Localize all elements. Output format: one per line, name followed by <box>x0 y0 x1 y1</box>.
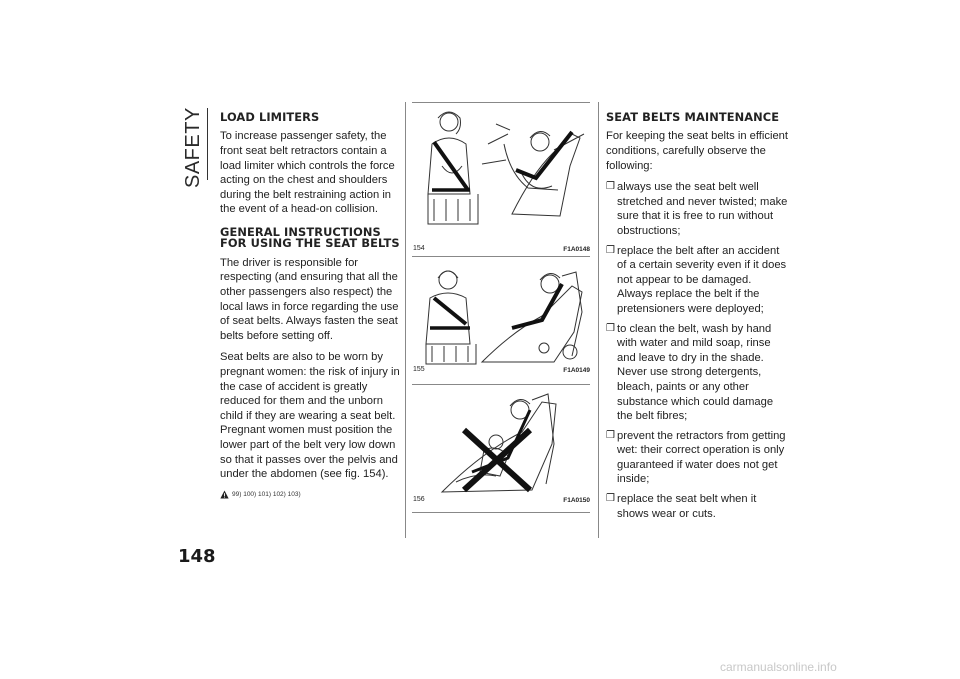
heading-general-instructions: GENERAL INSTRUCTIONS FOR USING THE SEAT BELTS <box>220 224 400 251</box>
list-item <box>606 244 788 317</box>
section-tab <box>178 107 208 190</box>
figure-154-number: 154 <box>413 245 425 252</box>
checkbox-bullet-icon: ❒ <box>606 181 615 193</box>
figure-156-code: F1A0150 <box>563 497 590 504</box>
heading-load-limiters: LOAD LIMITERS <box>220 110 320 124</box>
checkbox-bullet-icon: ❒ <box>606 244 615 256</box>
bullet-text: replace the belt after an accident of a certain severity even if it does not appear to be damaged. Always replace the belt if the pretensioners were deployed; <box>617 244 787 315</box>
figure-top-rule <box>412 102 590 103</box>
bullet-text: always use the seat belt well stretched and never twisted; make sure that it is free to run without obstructions; <box>617 181 788 237</box>
figure-156-number: 156 <box>413 496 425 503</box>
bullet-text: to clean the belt, wash by hand with water and mild soap, rinse and leave to dry in the shade. Never use strong detergents, bleach, paints or any other substance which could damage the belt fibres; <box>617 322 774 423</box>
pregnant-woman-seatbelt-illustration <box>412 104 592 236</box>
checkbox-bullet-icon: ❒ <box>606 322 615 334</box>
column-divider-right <box>598 102 599 538</box>
watermark: carmanualsonline.info <box>720 660 837 674</box>
warning-references <box>220 488 400 503</box>
heading-seat-belts-maintenance: SEAT BELTS MAINTENANCE <box>606 110 780 124</box>
list-item <box>606 492 788 521</box>
paragraph-maintenance-intro: For keeping the seat belts in efficient conditions, carefully observe the following: <box>606 130 789 172</box>
figure-155 <box>412 258 592 382</box>
bullet-text: prevent the retractors from getting wet: their correct operation is only guaranteed if water does not get inside; <box>617 429 786 486</box>
figure-155-number: 155 <box>413 366 425 373</box>
list-item <box>606 180 788 238</box>
warning-references-text: 99) 100) 101) 102) 103) <box>232 490 301 498</box>
column-divider-left <box>405 102 406 538</box>
page-number: 148 <box>178 546 216 567</box>
correct-seatbelt-position-illustration <box>412 258 592 366</box>
figure-155-code: F1A0149 <box>563 367 590 374</box>
checkbox-bullet-icon: ❒ <box>606 429 615 441</box>
column-right <box>606 112 788 526</box>
figure-divider-1 <box>412 256 590 257</box>
column-left <box>220 112 400 502</box>
paragraph-load-limiters: To increase passenger safety, the front seat belt retractors contain a load limiter which controls the force acting on the chest and shoulders during the belt restraining action in the event of a head-on collision. <box>220 130 395 216</box>
list-item <box>606 322 788 424</box>
paragraph-driver-responsibility: The driver is responsible for respecting (and ensuring that all the other passengers also respect) the local laws in force regarding the use of seat belts. Always fasten the seat belts before setting off. <box>220 256 399 342</box>
figure-154-code: F1A0148 <box>563 246 590 253</box>
figure-divider-2 <box>412 384 590 385</box>
maintenance-bullet-list <box>606 180 788 521</box>
list-item <box>606 429 788 487</box>
figure-154 <box>412 104 592 254</box>
checkbox-bullet-icon: ❒ <box>606 493 615 505</box>
incorrect-child-on-lap-illustration <box>412 386 592 496</box>
warning-triangle-icon <box>220 490 229 499</box>
figure-bottom-rule <box>412 512 590 513</box>
section-tab-label: SAFETY <box>182 107 204 188</box>
paragraph-pregnant-women: Seat belts are also to be worn by pregnant women: the risk of injury in the case of accident is greatly reduced for them and the unborn child if they are wearing a seat belt. Pregnant women must position the lower part of the belt very low down so that it passes over the pelvis and under the abdomen (see fig. 154). <box>220 351 400 481</box>
bullet-text: replace the seat belt when it shows wear or cuts. <box>617 493 757 520</box>
section-tab-rule <box>207 108 208 180</box>
figure-156 <box>412 386 592 510</box>
